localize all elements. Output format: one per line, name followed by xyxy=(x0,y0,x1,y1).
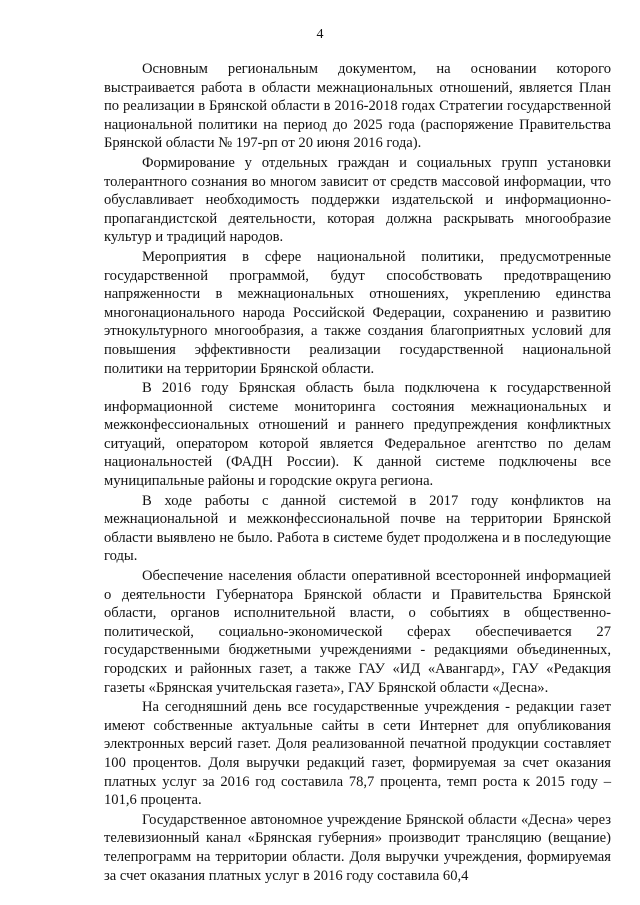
paragraph-tolerance-media: Формирование у отдельных граждан и социальных групп установки толерантного сознания во многом зависит от средств массовой информации, что обуславливает необходимость поддержки издательской и информационно-пропагандистской деятельности, которая должна раскрывать многообразие культур и традиций народов. xyxy=(104,154,611,246)
paragraph-national-policy-measures: Мероприятия в сфере национальной политики, предусмотренные государственной программой, будут способствовать предотвращению напряженности в межнациональных отношениях, укреплению единства многонационального народа Российской Федерации, сохранению и развитию этнокультурного многообразия, а также создания благоприятных условий для повышения эффективности реализации государственной национальной политики на территории Брянской области. xyxy=(104,248,611,377)
paragraph-newspaper-websites: На сегодняшний день все государственные учреждения - редакции газет имеют собственные актуальные сайты в сети Интернет для опубликования электронных версий газет. Доля реализованной печатной продукции составляет 100 процентов. Доля выручки редакций газет, формируемая за счет оказания платных услуг за 2016 год составила 78,7 процента, темп роста к 2015 году – 101,6 процента. xyxy=(104,699,611,809)
document-body xyxy=(104,60,611,885)
paragraph-desna-tv: Государственное автономное учреждение Брянской области «Десна» через телевизионный канал «Брянская губерния» производит трансляцию (вещание) телепрограмм на территории области. Доля выручки учреждения, формируемая за счет оказания платных услуг в 2016 году составила 60,4 xyxy=(104,811,611,884)
paragraph-public-information: Обеспечение населения области оперативной всесторонней информацией о деятельности Губернатора Брянской области и Правительства Брянской области, органов исполнительной власти, о событиях в общественно-политической, социально-экономической сферах обеспечивается 27 государственными бюджетными учреждениями - редакциями объединенных, городских и районных газет, а также ГАУ «ИД «Авангард», ГАУ «Редакция газеты «Брянская учительская газета», ГАУ Брянской области «Десна». xyxy=(104,568,611,696)
paragraph-2017-results: В ходе работы с данной системой в 2017 году конфликтов на межнациональной и межконфессиональной почве на территории Брянской области выявлено не было. Работа в системе будет продолжена и в последующие годы. xyxy=(104,492,611,565)
paragraph-monitoring-system: В 2016 году Брянская область была подключена к государственной информационной системе мониторинга состояния межнациональных и межконфессиональных отношений и раннего предупреждения конфликтных ситуаций, оператором которой является Федеральное агентство по делам национальностей (ФАДН России). К данной системе подключены все муниципальные районы и городские округа региона. xyxy=(104,380,611,490)
page-number: 4 xyxy=(316,27,324,42)
paragraph-regional-plan: Основным региональным документом, на основании которого выстраивается работа в области межнациональных отношений, является План по реализации в Брянской области в 2016-2018 годах Стратегии государственной национальной политики на период до 2025 года (распоряжение Правительства Брянской области № 197-рп от 20 июня 2016 года). xyxy=(104,61,611,152)
